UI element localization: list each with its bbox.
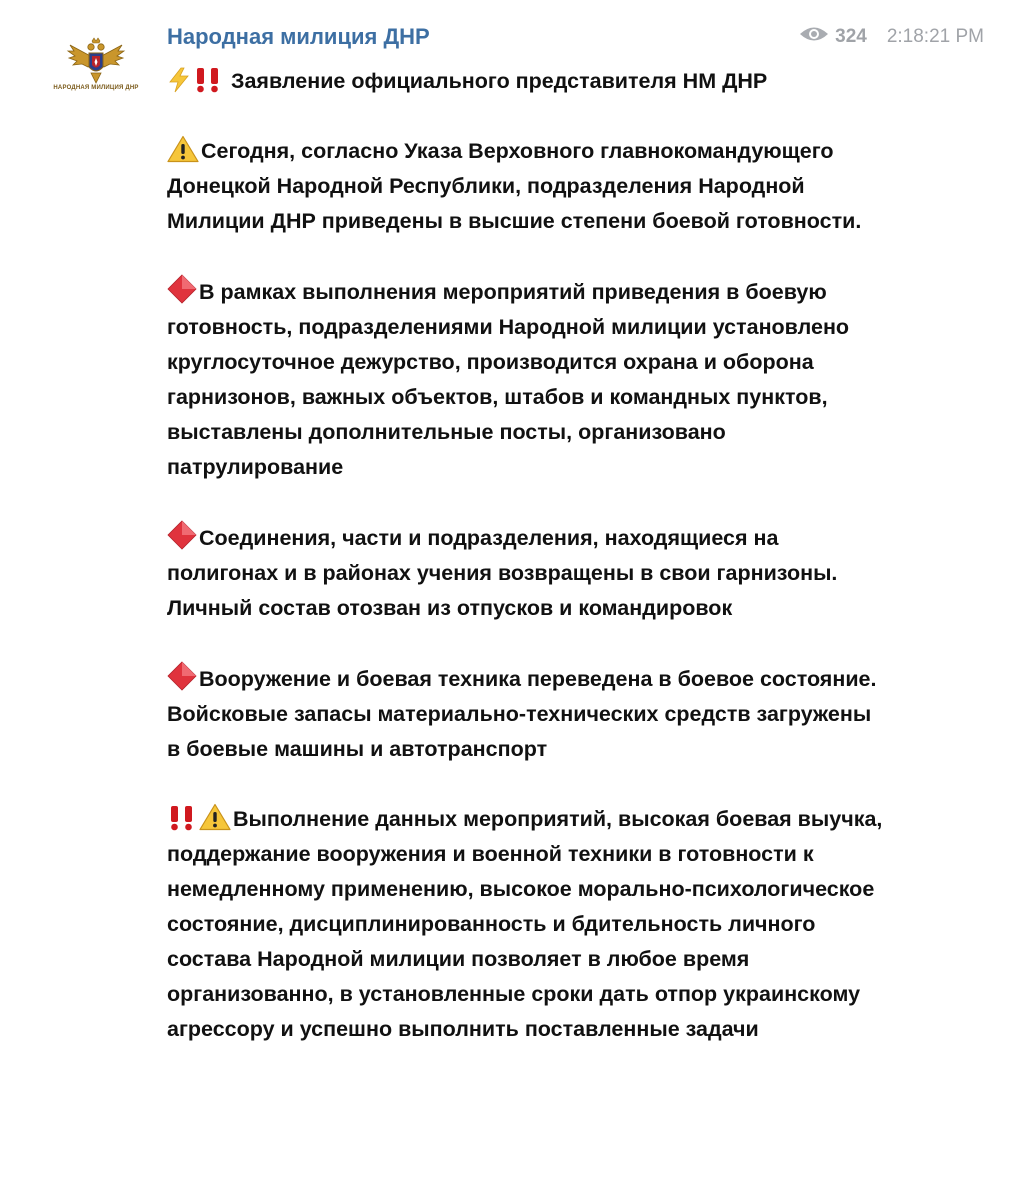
double-exclamation-icon: [167, 805, 197, 831]
red-diamond-icon: [167, 520, 197, 550]
paragraph-2-text: В рамках выполнения мероприятий приведения в боевую готовность, подразделениями Народной милиции установлено круглосуточное дежурство, производится охрана и оборона гарнизонов, важных объектов, штабов и командных пунктов, выставлены дополнительные посты, организовано патрулирование: [167, 280, 850, 479]
avatar-caption: НАРОДНАЯ МИЛИЦИЯ ДНР: [53, 84, 139, 91]
paragraph-2: [167, 274, 887, 485]
paragraph-4: [167, 661, 887, 767]
paragraph-3: [167, 520, 887, 626]
warning-icon: [167, 135, 199, 163]
red-diamond-icon: [167, 274, 197, 304]
double-exclamation-icon: [193, 67, 223, 93]
channel-name[interactable]: Народная милиция ДНР: [167, 24, 430, 49]
lightning-icon: [167, 67, 191, 93]
post-meta: [799, 25, 984, 49]
warning-icon: [199, 803, 231, 831]
title-text: Заявление официального представителя НМ ДНР: [230, 69, 768, 93]
paragraph-5: [167, 802, 887, 1047]
paragraph-1-text: Сегодня, согласно Указа Верховного главнокомандующего Донецкой Народной Республики, подразделения Народной Милиции ДНР приведены в высшие степени боевой готовности.: [167, 139, 862, 233]
eagle-emblem-icon: [66, 37, 126, 87]
message-title: [167, 64, 887, 99]
view-count: 324: [835, 26, 867, 47]
eye-icon: [799, 25, 829, 49]
post-header: [167, 22, 984, 54]
paragraph-4-text: Вооружение и боевая техника переведена в боевое состояние. Войсковые запасы материально-технических средств загружены в боевые машины и автотранспорт: [167, 667, 877, 761]
red-diamond-icon: [167, 661, 197, 691]
paragraph-3-text: Соединения, части и подразделения, находящиеся на полигонах и в районах учения возвращены в свои гарнизоны. Личный состав отозван из отпусков и командировок: [167, 526, 838, 620]
paragraph-1: [167, 134, 887, 239]
paragraph-5-text: Выполнение данных мероприятий, высокая боевая выучка, поддержание вооружения и военной техники в готовности к немедленному применению, высокое морально-психологическое состояние, дисциплинированность и бдительность личного состава Народной милиции позволяет в любое время организованно, в установленные сроки дать отпор украинскому агрессору и успешно выполнить поставленные задачи: [167, 807, 883, 1041]
post-time: 2:18:21 PM: [886, 26, 984, 47]
message-text: [167, 64, 887, 1047]
channel-avatar[interactable]: [52, 20, 140, 108]
